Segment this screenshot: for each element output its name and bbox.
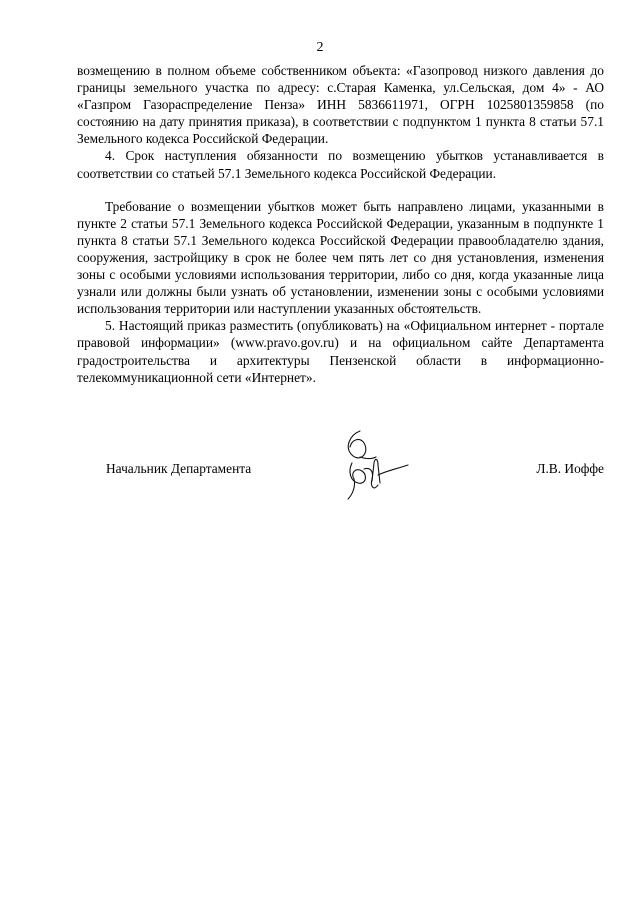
- handwritten-signature-icon: [330, 423, 420, 513]
- signatory-title: Начальник Департамента: [106, 461, 252, 476]
- paragraph-claim-requirement: Требование о возмещении убытков может быть направлено лицами, указанными в пункте 2 статьи 57.1 Земельного кодекса Российской Федерации, указанным в подпункте 1 пункта 8 статьи 57.1 Земельного кодекса Российской Федерации правообладателю здания, сооружения, застройщику в срок не более чем пять лет со дня установления, изменения зоны с особыми условиями использования территории, либо со дня, когда указанные лица узнали или должны были узнать об установлении, изменении зоны с особыми условиями использования территории или наступлении указанных обстоятельств.: [77, 198, 604, 317]
- paragraph-continuation: возмещению в полном объеме собственником объекта: «Газопровод низкого давления до границы земельного участка по адресу: с.Старая Каменка, ул.Сельская, дом 4» - АО «Газпром Газораспределение Пенза» ИНН 5836611971, ОГРН 1025801359858 (по состоянию на дату принятия приказа), в соответствии с подпунктом 1 пункта 8 статьи 57.1 Земельного кодекса Российской Федерации.: [77, 63, 604, 147]
- signatory-name: Л.В. Иоффе: [536, 461, 604, 476]
- page-number: 2: [316, 40, 324, 55]
- paragraph-item-5: 5. Настоящий приказ разместить (опубликовать) на «Официальном интернет - портале правовой информации» (www.pravo.gov.ru) и на официальном сайте Департамента градостроительства и архитектуры Пензенской области в информационно-телекоммуникационной сети «Интернет».: [77, 318, 604, 385]
- document-body: [77, 62, 604, 386]
- paragraph-item-4: 4. Срок наступления обязанности по возмещению убытков устанавливается в соответствии со статьей 57.1 Земельного кодекса Российской Федерации.: [77, 148, 604, 181]
- signature-block: [0, 455, 640, 515]
